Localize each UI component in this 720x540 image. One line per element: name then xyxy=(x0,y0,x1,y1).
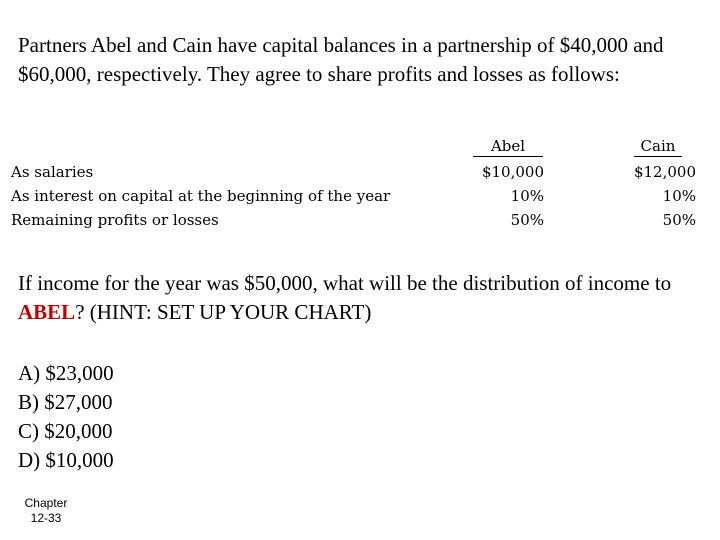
profit-sharing-table xyxy=(0,136,720,236)
cell-cain-remaining: 50% xyxy=(662,211,696,229)
cell-abel-salary: $10,000 xyxy=(481,163,544,181)
answer-options xyxy=(18,359,114,475)
option-b[interactable]: B) $27,000 xyxy=(18,390,113,414)
question-text-start: If income for the year was $50,000, what will be the distribution of income to xyxy=(18,271,672,295)
question-text-end: ? (HINT: SET UP YOUR CHART) xyxy=(75,300,372,324)
question-highlight-abel: ABEL xyxy=(18,300,76,324)
question-text xyxy=(18,269,708,327)
option-d[interactable]: D) $10,000 xyxy=(18,448,114,472)
option-a[interactable]: A) $23,000 xyxy=(18,361,114,385)
column-header-abel xyxy=(473,136,543,156)
column-underline xyxy=(473,156,543,157)
problem-intro: Partners Abel and Cain have capital balances in a partnership of $40,000 and $60,000, respectively. They agree to share profits and losses as follows: xyxy=(18,33,664,86)
cell-cain-salary: $12,000 xyxy=(633,163,696,181)
cell-abel-remaining: 50% xyxy=(510,211,544,229)
column-header-cain-label: Cain xyxy=(640,137,676,155)
column-header-abel-label: Abel xyxy=(490,137,526,155)
cell-cain-interest: 10% xyxy=(662,187,696,205)
column-underline xyxy=(634,156,682,157)
row-label-remaining: Remaining profits or losses xyxy=(11,211,219,229)
footer-page-number: 12-33 xyxy=(30,511,62,525)
footer-chapter: Chapter xyxy=(24,496,68,510)
row-label-salaries: As salaries xyxy=(11,163,94,181)
column-header-cain xyxy=(634,136,682,156)
option-c[interactable]: C) $20,000 xyxy=(18,419,113,443)
slide-footer xyxy=(18,496,74,526)
cell-abel-interest: 10% xyxy=(510,187,544,205)
row-label-interest: As interest on capital at the beginning of the year xyxy=(11,187,391,205)
